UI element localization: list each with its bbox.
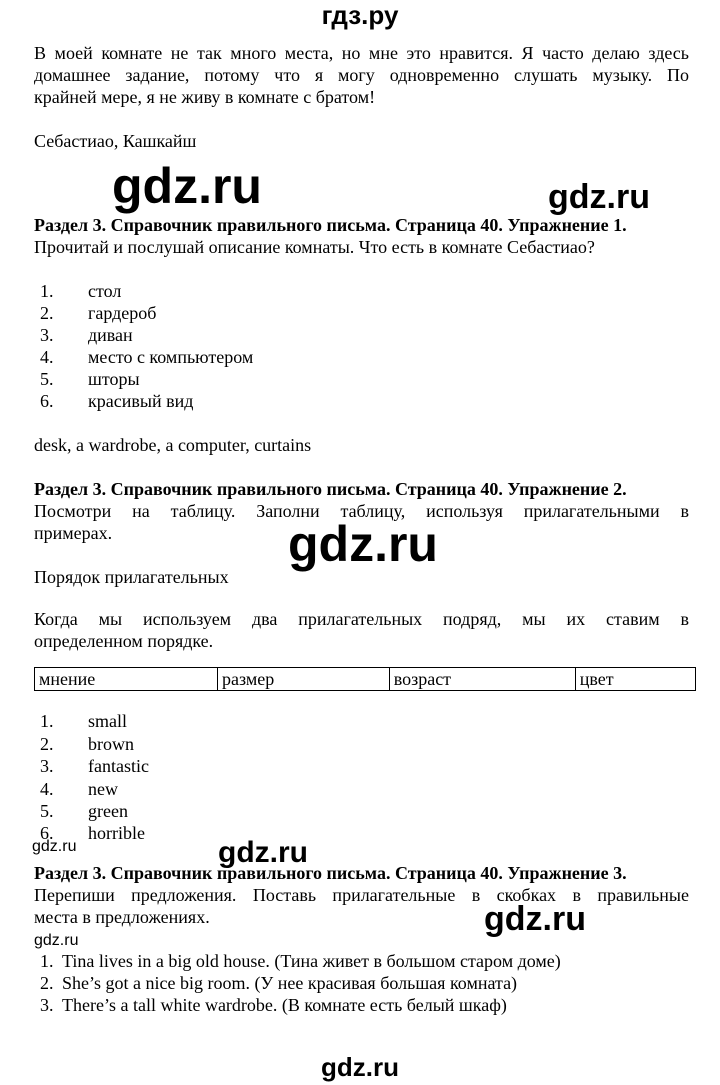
list-item xyxy=(40,710,127,732)
adjective-order-table xyxy=(34,667,696,691)
item-text: красивый вид xyxy=(88,391,194,411)
item-text: green xyxy=(88,801,128,821)
ex2-note-line-1: Когда мы используем два прилагательных подряд, мы их ставим в xyxy=(34,609,689,629)
item-text: small xyxy=(88,711,127,731)
item-number: 2. xyxy=(40,973,54,993)
item-number: 1. xyxy=(40,951,54,971)
ex3-task-line-1: Перепиши предложения. Поставь прилагательные в скобках в правильные xyxy=(34,885,689,905)
table-header-cell: возраст xyxy=(389,668,575,691)
intro-line-3: крайней мере, я не живу в комнате с братом! xyxy=(34,87,376,107)
list-item xyxy=(40,994,507,1016)
item-text: new xyxy=(88,779,118,799)
list-item xyxy=(40,733,134,755)
item-text: Tina lives in a big old house. (Тина живет в большом старом доме) xyxy=(62,951,561,971)
item-text: horrible xyxy=(88,823,145,843)
table-header-cell: цвет xyxy=(575,668,695,691)
list-item xyxy=(40,755,149,777)
list-item xyxy=(40,346,253,368)
list-item xyxy=(40,950,561,972)
item-number: 4. xyxy=(40,347,54,367)
list-item xyxy=(40,800,128,822)
table-row xyxy=(35,668,696,691)
watermark: gdz.ru xyxy=(484,900,586,938)
item-text: fantastic xyxy=(88,756,149,776)
item-text: место с компьютером xyxy=(88,347,254,367)
item-number: 2. xyxy=(40,734,54,754)
item-number: 4. xyxy=(40,779,54,799)
site-header: гдз.ру xyxy=(321,0,399,30)
list-item xyxy=(40,972,517,994)
ex2-note-line-2: определенном порядке. xyxy=(34,631,214,651)
watermark: gdz.ru xyxy=(112,158,262,214)
list-item xyxy=(40,368,140,390)
list-item xyxy=(40,390,193,412)
table-header-cell: мнение xyxy=(35,668,218,691)
watermark: gdz.ru xyxy=(218,836,308,869)
ex2-heading: Раздел 3. Справочник правильного письма. Страница 40. Упражнение 2. xyxy=(34,479,627,499)
ex1-answer: desk, a wardrobe, a computer, curtains xyxy=(34,435,312,455)
watermark: gdz.ru xyxy=(32,838,77,855)
ex1-task: Прочитай и послушай описание комнаты. Что есть в комнате Себастиао? xyxy=(34,237,595,257)
item-text: гардероб xyxy=(88,303,157,323)
ex2-task-line-1: Посмотри на таблицу. Заполни таблицу, используя прилагательными в xyxy=(34,501,689,521)
list-item xyxy=(40,302,156,324)
item-number: 6. xyxy=(40,391,54,411)
ex1-heading: Раздел 3. Справочник правильного письма. Страница 40. Упражнение 1. xyxy=(34,215,627,235)
intro-author: Себастиао, Кашкайш xyxy=(34,131,197,151)
item-number: 3. xyxy=(40,325,54,345)
item-text: There’s a tall white wardrobe. (В комнате есть белый шкаф) xyxy=(62,995,507,1015)
item-number: 1. xyxy=(40,281,54,301)
intro-line-2: домашнее задание, потому что я могу одновременно слушать музыку. По xyxy=(34,65,689,85)
item-text: шторы xyxy=(88,369,140,389)
item-number: 5. xyxy=(40,801,54,821)
item-number: 6. xyxy=(40,823,54,843)
ex3-task-line-2: места в предложениях. xyxy=(34,907,210,927)
ex3-heading: Раздел 3. Справочник правильного письма. Страница 40. Упражнение 3. xyxy=(34,863,627,883)
intro-line-1: В моей комнате не так много места, но мне это нравится. Я часто делаю здесь xyxy=(34,43,689,63)
item-number: 5. xyxy=(40,369,54,389)
ex2-task-line-2: примерах. xyxy=(34,523,113,543)
ex2-subtitle: Порядок прилагательных xyxy=(34,567,229,587)
watermark: gdz.ru xyxy=(288,516,438,572)
list-item xyxy=(40,324,133,346)
watermark: gdz.ru xyxy=(548,178,650,216)
item-text: brown xyxy=(88,734,134,754)
item-number: 2. xyxy=(40,303,54,323)
item-number: 3. xyxy=(40,756,54,776)
item-text: диван xyxy=(88,325,133,345)
table-header-cell: размер xyxy=(218,668,390,691)
watermark: gdz.ru xyxy=(321,1052,399,1082)
watermark: gdz.ru xyxy=(34,932,79,949)
item-number: 3. xyxy=(40,995,54,1015)
item-text: стол xyxy=(88,281,122,301)
item-number: 1. xyxy=(40,711,54,731)
list-item xyxy=(40,778,118,800)
list-item xyxy=(40,280,121,302)
item-text: She’s got a nice big room. (У нее красивая большая комната) xyxy=(62,973,518,993)
